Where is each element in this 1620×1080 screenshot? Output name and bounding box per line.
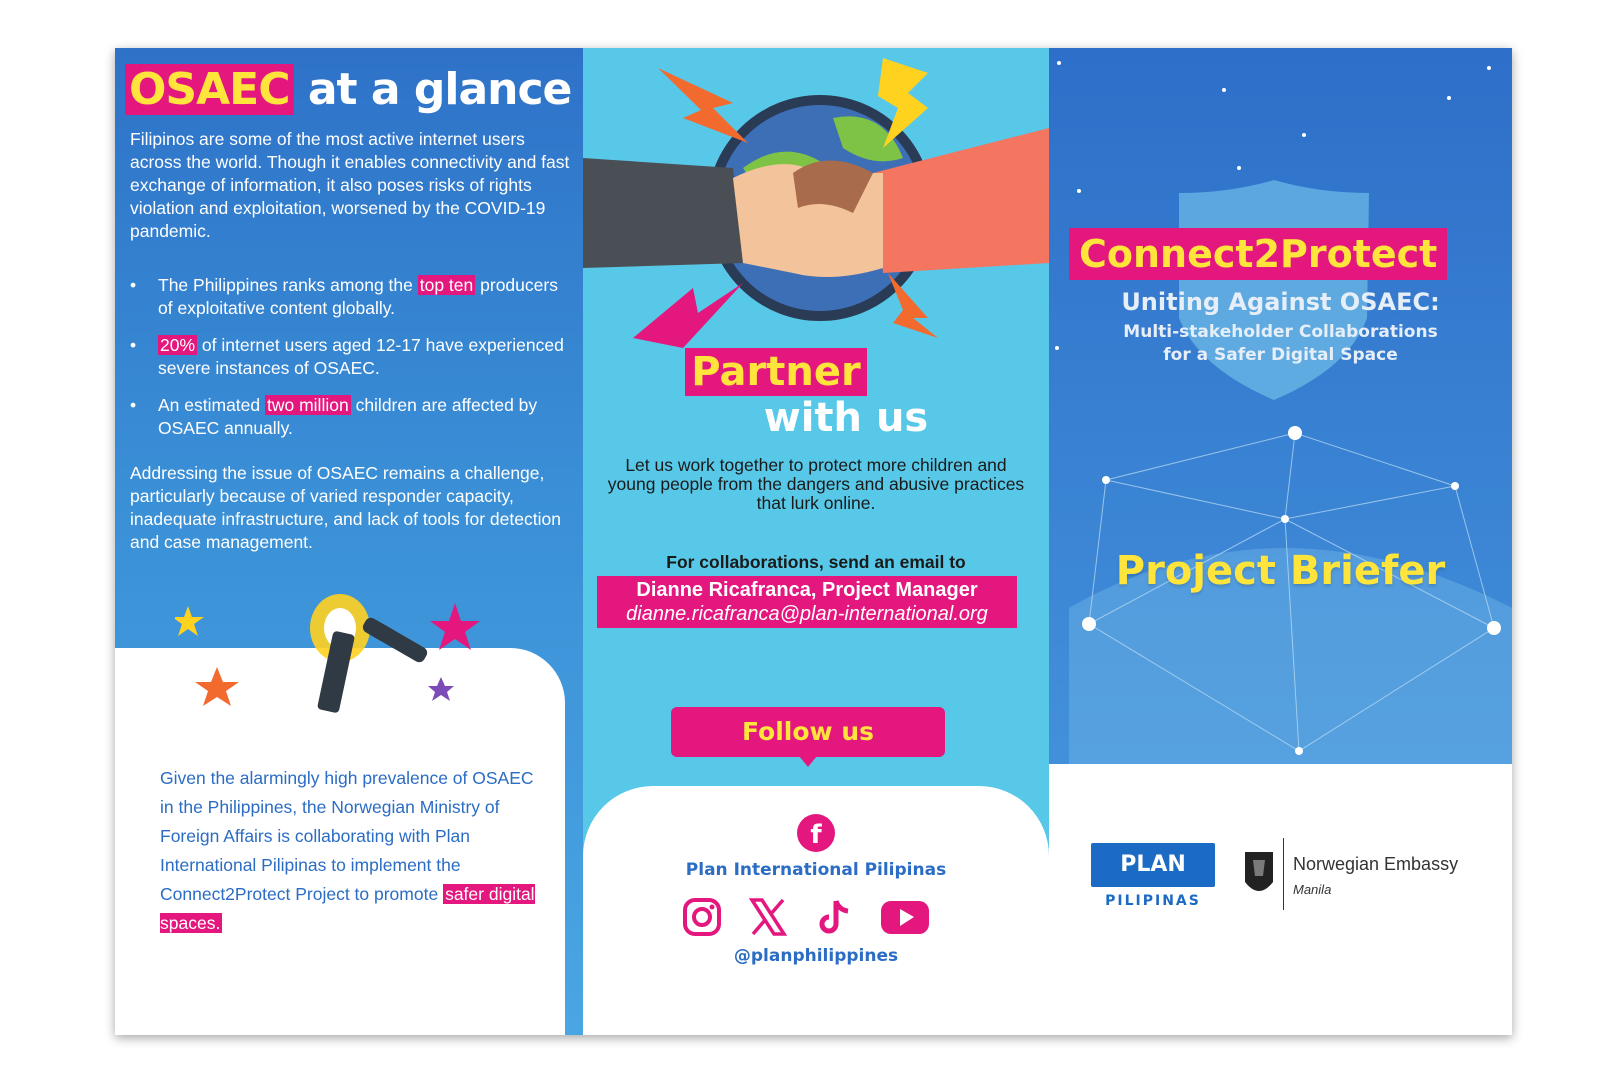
network-node [1082, 617, 1096, 631]
tiktok-icon[interactable] [813, 896, 855, 938]
stat-text: producers of exploitative content globally. [158, 275, 558, 318]
stat-text: of internet users aged 12-17 have experienced severe instances of OSAEC. [158, 335, 564, 378]
panel-osaec-at-a-glance [115, 48, 583, 1035]
lightning-icon [888, 273, 938, 338]
stats-list [130, 274, 570, 454]
panel-cover [1049, 48, 1512, 1035]
network-node [1487, 621, 1501, 635]
partner-heading-highlight: Partner [685, 348, 866, 396]
left-sleeve [583, 158, 743, 268]
project-briefer-title: Project Briefer [1115, 548, 1446, 594]
gavel-stars-illustration [175, 588, 505, 728]
star-icon [1077, 189, 1081, 193]
x-icon[interactable] [747, 896, 789, 938]
star-icon [175, 606, 204, 636]
stat-item [130, 394, 570, 440]
handshake-globe-illustration [583, 48, 1049, 348]
divider [1283, 838, 1284, 910]
network-node [1295, 747, 1303, 755]
challenge-paragraph: Addressing the issue of OSAEC remains a challenge, particularly because of varied responder capacity, inadequate infrastructure, and lack of tools for detection and case management. [130, 463, 561, 552]
star-icon [1302, 133, 1306, 137]
brochure [115, 48, 1512, 1035]
stat-item [130, 334, 570, 380]
plan-logo-sub: PILIPINAS [1105, 893, 1201, 909]
collab-label: For collaborations, send an email to [666, 552, 966, 572]
network-node [1451, 482, 1459, 490]
summary-text: Given the alarmingly high prevalence of OSAEC in the Philippines, the Norwegian Ministry of Foreign Affairs is collaborating with Plan International Pilipinas to implement the Connect2Protect Project to promote [160, 768, 534, 904]
summary-paragraph [160, 764, 540, 938]
embassy-name: Norwegian Embassy [1293, 854, 1459, 874]
stat-text: The Philippines ranks among the [158, 275, 418, 295]
stat-item [130, 274, 570, 320]
embassy-logo [1239, 838, 1489, 912]
star-icon [195, 667, 239, 706]
intro-paragraph: Filipinos are some of the most active internet users across the world. Though it enables connectivity and fast exchange of information, it also poses risks of rights violation and exploitation, worsened by the COVID-19 pandemic. [130, 129, 570, 241]
embassy-city: Manila [1293, 882, 1332, 897]
plan-logo [1091, 843, 1215, 909]
star-icon [1222, 88, 1226, 92]
stat-highlight: two million [267, 395, 349, 415]
summary-highlight: safer digital spaces. [160, 884, 535, 933]
osaec-title [125, 64, 571, 115]
network-node [1288, 426, 1302, 440]
subtitle-line: for a Safer Digital Space [1163, 345, 1398, 365]
partner-paragraph: Let us work together to protect more children and young people from the dangers and abusive practices that lurk online. [607, 455, 1025, 513]
subtitle-line: Multi-stakeholder Collaborations [1123, 322, 1438, 342]
stat-text: children are affected by OSAEC annually. [158, 395, 538, 438]
panel-partner-with-us [583, 48, 1049, 1035]
instagram-icon[interactable] [681, 896, 723, 938]
social-handle: @planphilippines [733, 946, 899, 966]
lightning-icon [633, 283, 743, 348]
star-icon [1237, 166, 1241, 170]
social-icons-row [681, 896, 951, 938]
contact-box [597, 576, 1017, 628]
stat-highlight: 20% [160, 335, 196, 355]
follow-us-button[interactable]: Follow us [671, 707, 945, 757]
network-node [1102, 476, 1110, 484]
facebook-icon[interactable]: f [797, 814, 835, 852]
plan-logo-text: PLAN [1091, 843, 1215, 887]
partner-title [583, 348, 1049, 440]
contact-name: Dianne Ricafranca, Project Manager [636, 579, 978, 601]
lightning-icon [658, 68, 748, 143]
star-icon [428, 677, 454, 701]
star-icon [1447, 96, 1451, 100]
norway-crest-icon [1239, 842, 1279, 908]
stat-text: An estimated [158, 395, 265, 415]
star-icon [430, 603, 480, 650]
star-icon [1057, 61, 1061, 65]
youtube-icon[interactable] [879, 896, 931, 938]
contact-email-link[interactable]: dianne.ricafranca@plan-international.org [626, 603, 988, 625]
subtitle-description [1049, 321, 1512, 367]
subtitle: Uniting Against OSAEC: [1121, 288, 1440, 316]
network-globe-illustration [1049, 48, 1512, 768]
title-rest: at a glance [307, 64, 572, 115]
title-highlight: OSAEC [125, 64, 294, 115]
facebook-page-name: Plan International Pilipinas [685, 860, 947, 880]
connect2protect-title: Connect2Protect [1069, 228, 1447, 280]
partner-heading: with us [763, 395, 929, 441]
star-icon [1487, 66, 1491, 70]
stat-highlight: top ten [419, 275, 474, 295]
network-node [1281, 515, 1289, 523]
gavel-head-icon [361, 616, 430, 665]
